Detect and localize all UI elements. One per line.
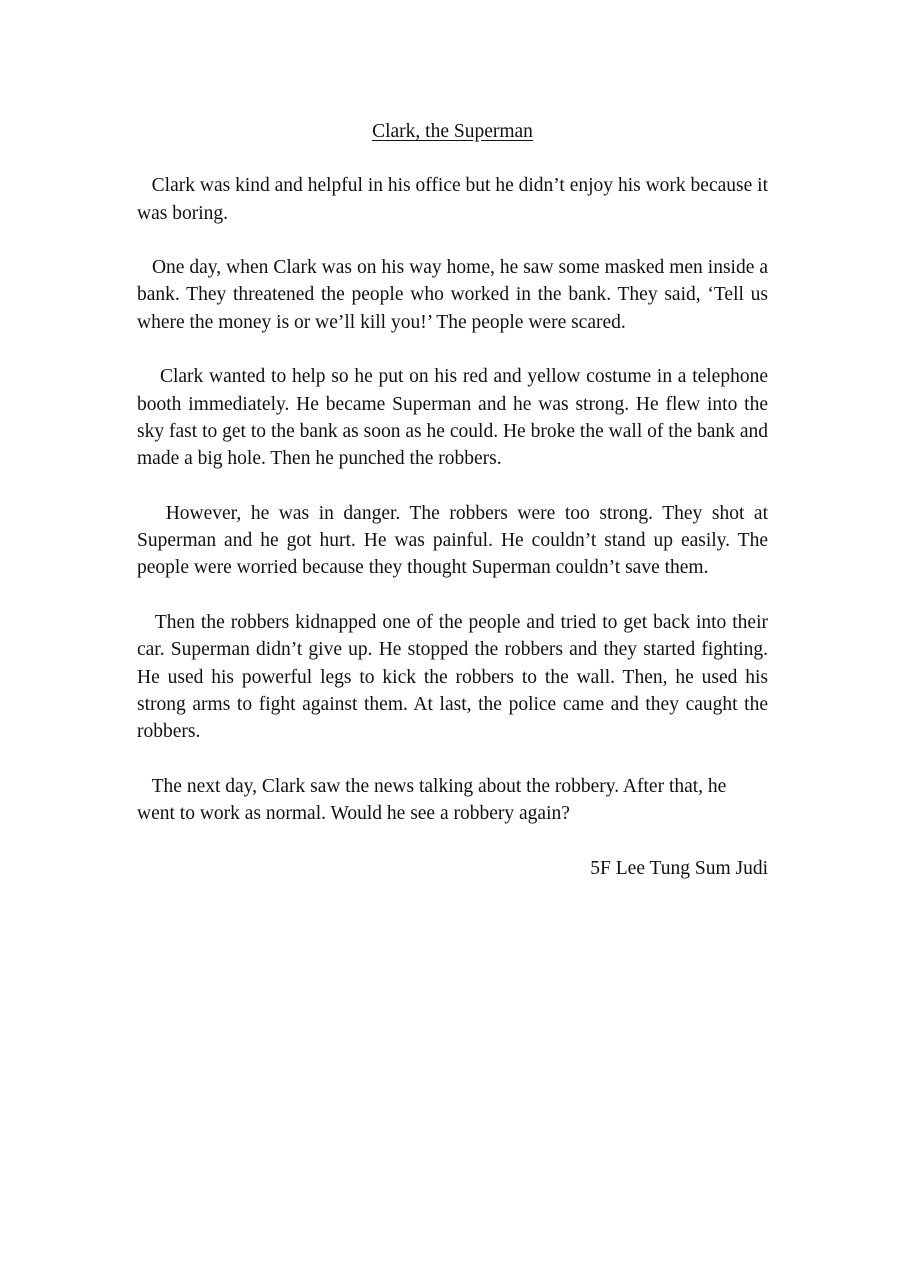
story-paragraph: Then the robbers kidnapped one of the people and tried to get back into their car. Superman didn’t give up. He stopped the robbers and they started fighting. He used his powerful legs to kick the robbers to the wall. Then, he used his strong arms to fight against them. At last, the police came and they caught the robbers. bbox=[137, 612, 768, 743]
story-title: Clark, the Superman bbox=[372, 121, 533, 142]
story-paragraph: The next day, Clark saw the news talking about the robbery. After that, he went to work as normal. Would he see a robbery again? bbox=[137, 775, 727, 825]
document-page bbox=[137, 118, 768, 882]
story-paragraph: Clark was kind and helpful in his office but he didn’t enjoy his work because it was boring. bbox=[137, 175, 768, 224]
author-signature: 5F Lee Tung Sum Judi bbox=[590, 857, 768, 879]
story-paragraph: However, he was in danger. The robbers were too strong. They shot at Superman and he got hurt. He was painful. He couldn’t stand up easily. The people were worried because they thought Superman couldn’t save them. bbox=[137, 502, 768, 579]
story-paragraph: One day, when Clark was on his way home, he saw some masked men inside a bank. They threatened the people who worked in the bank. They said, ‘Tell us where the money is or we’ll kill you!’ The people were scared. bbox=[137, 257, 768, 333]
story-paragraph: Clark wanted to help so he put on his red and yellow costume in a telephone booth immediately. He became Superman and he was strong. He flew into the sky fast to get to the bank as soon as he could. He broke the wall of the bank and made a big hole. Then he punched the robbers. bbox=[137, 366, 768, 470]
